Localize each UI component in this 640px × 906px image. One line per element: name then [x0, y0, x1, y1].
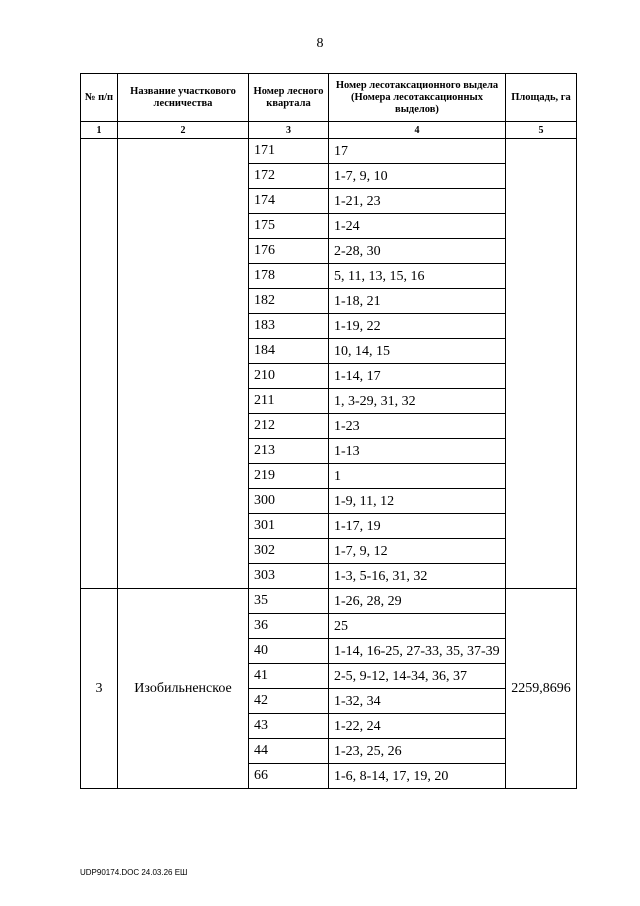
plot-numbers-cell: 1-6, 8-14, 17, 19, 20 — [329, 764, 506, 789]
header-row — [81, 74, 577, 122]
quarter-number-cell: 300 — [249, 489, 329, 514]
plot-numbers-cell: 10, 14, 15 — [329, 339, 506, 364]
quarter-number-cell: 171 — [249, 139, 329, 164]
table-body — [81, 139, 577, 789]
quarter-number-cell: 211 — [249, 389, 329, 414]
quarter-number-cell: 172 — [249, 164, 329, 189]
header-quarter-number: Номер лесного квартала — [249, 74, 329, 122]
quarter-number-cell: 174 — [249, 189, 329, 214]
quarter-number-cell: 40 — [249, 639, 329, 664]
quarter-number-cell: 212 — [249, 414, 329, 439]
plot-numbers-cell: 1-9, 11, 12 — [329, 489, 506, 514]
plot-numbers-cell: 1-18, 21 — [329, 289, 506, 314]
quarter-number-cell: 66 — [249, 764, 329, 789]
column-number: 5 — [506, 122, 577, 139]
plot-numbers-cell: 1-21, 23 — [329, 189, 506, 214]
plot-numbers-cell: 1, 3-29, 31, 32 — [329, 389, 506, 414]
quarter-number-cell: 219 — [249, 464, 329, 489]
plot-numbers-cell: 2-5, 9-12, 14-34, 36, 37 — [329, 664, 506, 689]
plot-numbers-cell: 1-23 — [329, 414, 506, 439]
plot-numbers-cell: 1-3, 5-16, 31, 32 — [329, 564, 506, 589]
plot-numbers-cell: 1 — [329, 464, 506, 489]
plot-numbers-cell: 1-14, 17 — [329, 364, 506, 389]
plot-numbers-cell: 1-14, 16-25, 27-33, 35, 37-39 — [329, 639, 506, 664]
plot-numbers-cell: 17 — [329, 139, 506, 164]
plot-numbers-cell: 1-7, 9, 10 — [329, 164, 506, 189]
header-area: Площадь, га — [506, 74, 577, 122]
continued-area-cell — [506, 139, 577, 589]
table-row — [81, 139, 577, 164]
column-number: 3 — [249, 122, 329, 139]
quarter-number-cell: 302 — [249, 539, 329, 564]
forestry-name-cell: Изобильненское — [118, 589, 249, 789]
continued-index-cell — [81, 139, 118, 589]
quarter-number-cell: 303 — [249, 564, 329, 589]
plot-numbers-cell: 1-24 — [329, 214, 506, 239]
quarter-number-cell: 301 — [249, 514, 329, 539]
header-plot-numbers: Номер лесотаксационного выдела (Номера лесотаксационных выделов) — [329, 74, 506, 122]
area-cell: 2259,8696 — [506, 589, 577, 789]
forestry-index-cell: 3 — [81, 589, 118, 789]
page-number: 8 — [316, 36, 324, 51]
quarter-number-cell: 178 — [249, 264, 329, 289]
continued-name-cell — [118, 139, 249, 589]
plot-numbers-cell: 5, 11, 13, 15, 16 — [329, 264, 506, 289]
quarter-number-cell: 42 — [249, 689, 329, 714]
plot-numbers-cell: 1-32, 34 — [329, 689, 506, 714]
plot-numbers-cell: 2-28, 30 — [329, 239, 506, 264]
column-number-row — [81, 122, 577, 139]
plot-numbers-cell: 1-13 — [329, 439, 506, 464]
quarter-number-cell: 184 — [249, 339, 329, 364]
plot-numbers-cell: 1-22, 24 — [329, 714, 506, 739]
column-number: 2 — [118, 122, 249, 139]
plot-numbers-cell: 25 — [329, 614, 506, 639]
quarter-number-cell: 36 — [249, 614, 329, 639]
plot-numbers-cell: 1-17, 19 — [329, 514, 506, 539]
quarter-number-cell: 182 — [249, 289, 329, 314]
plot-numbers-cell: 1-19, 22 — [329, 314, 506, 339]
document-footer: UDP90174.DOC 24.03.26 EШ — [80, 868, 188, 877]
quarter-number-cell: 176 — [249, 239, 329, 264]
quarter-number-cell: 41 — [249, 664, 329, 689]
header-forestry-name: Название участкового лесничества — [118, 74, 249, 122]
forest-plots-table — [80, 73, 577, 789]
table-row — [81, 589, 577, 614]
plot-numbers-cell: 1-23, 25, 26 — [329, 739, 506, 764]
quarter-number-cell: 43 — [249, 714, 329, 739]
header-index: № п/п — [81, 74, 118, 122]
plot-numbers-cell: 1-7, 9, 12 — [329, 539, 506, 564]
quarter-number-cell: 213 — [249, 439, 329, 464]
quarter-number-cell: 183 — [249, 314, 329, 339]
plot-numbers-cell: 1-26, 28, 29 — [329, 589, 506, 614]
quarter-number-cell: 210 — [249, 364, 329, 389]
column-number: 4 — [329, 122, 506, 139]
quarter-number-cell: 44 — [249, 739, 329, 764]
column-number: 1 — [81, 122, 118, 139]
quarter-number-cell: 175 — [249, 214, 329, 239]
quarter-number-cell: 35 — [249, 589, 329, 614]
